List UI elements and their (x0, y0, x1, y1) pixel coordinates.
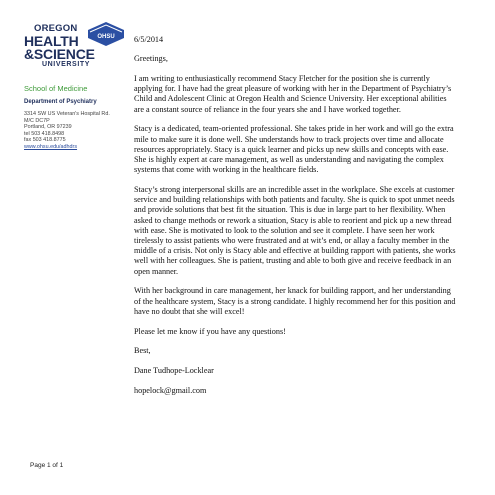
signer-name: Dane Tudhope-Locklear (134, 366, 214, 376)
phone-line: tel 503 418.8498 (24, 130, 65, 137)
department-name: Department of Psychiatry (24, 99, 97, 105)
school-name: School of Medicine (24, 84, 88, 93)
fax-line: fax 503 418.8775 (24, 137, 66, 144)
ohsu-logo (24, 10, 124, 74)
letter-closing: Best, (134, 346, 151, 356)
logo-line-university: UNIVERSITY (42, 61, 91, 68)
letter-paragraph: With her background in care management, her knack for building rapport, and her understanding of the healthcare system, Stacy is a strong candidate. I highly recommend her for this position and have no doubt that she will excel! (134, 286, 456, 316)
letter-paragraph: I am writing to enthusiastically recommend Stacy Fletcher for the position she is currently applying for. I have had the great pleasure of working with her in the Department of Psychiatry’s Child and Adolescent Clinic at Oregon Health and Science University. Her exceptional abilities are a constant source of reliance in the four years she and I have worked together. (134, 74, 452, 114)
letter-body (134, 35, 456, 406)
letter-paragraph: Please let me know if you have any questions! (134, 326, 286, 336)
letterhead-sidebar (24, 10, 128, 151)
letter-paragraph: Stacy is a dedicated, team-oriented professional. She takes pride in her work and will go the extra mile to make sure it is done well. She understands how to track projects over time and allocate resources appropriately. Stacy is a quick learner and picks up new skills and concepts with ease. She is highly expert at care management, as well as understanding and navigating the complex systems that come with working in the healthcare fields. (134, 124, 454, 175)
logo-line-oregon: OREGON (34, 23, 78, 34)
address-line: M/C DC7P (24, 117, 50, 124)
department-url-link[interactable]: www.ohsu.edu/adhdrs (24, 143, 78, 150)
shield-label: OHSU (97, 34, 115, 40)
logo-line-science: &SCIENCE (24, 46, 95, 62)
address-line: 3314 SW US Veteran's Hospital Rd. (24, 111, 110, 117)
signer-email: hopelock@gmail.com (134, 386, 207, 396)
letter-greeting: Greetings, (134, 54, 168, 64)
address-line: Portland, OR 97239 (24, 124, 72, 131)
ohsu-shield-icon (86, 20, 126, 52)
page-number: Page 1 of 1 (30, 462, 64, 469)
logo-line-health: HEALTH (24, 33, 79, 49)
address-block (24, 111, 128, 151)
letter-paragraph: Stacy’s strong interpersonal skills are an incredible asset in the workplace. She excels at customer service and building relationships with both patients and faculty. She is quick to spot unmet needs and provide solutions that best fit the situation. This is due in large part to her flexibility. When asked to change methods or rework a situation, Stacy is able to reorient and pick up a new thread with ease. She is motivated to look to the solution and see it complete. I have seen her work tirelessly to assist patients who were frustrated and at wit’s end, or allay a faculty member in the middle of a crisis. Not only is Stacy able and effective at building rapport with patients, she works well with her colleagues. She is patient, trusting and able to both give and receive feedback in an open manner. (134, 185, 456, 276)
letter-date: 6/5/2014 (134, 35, 164, 44)
